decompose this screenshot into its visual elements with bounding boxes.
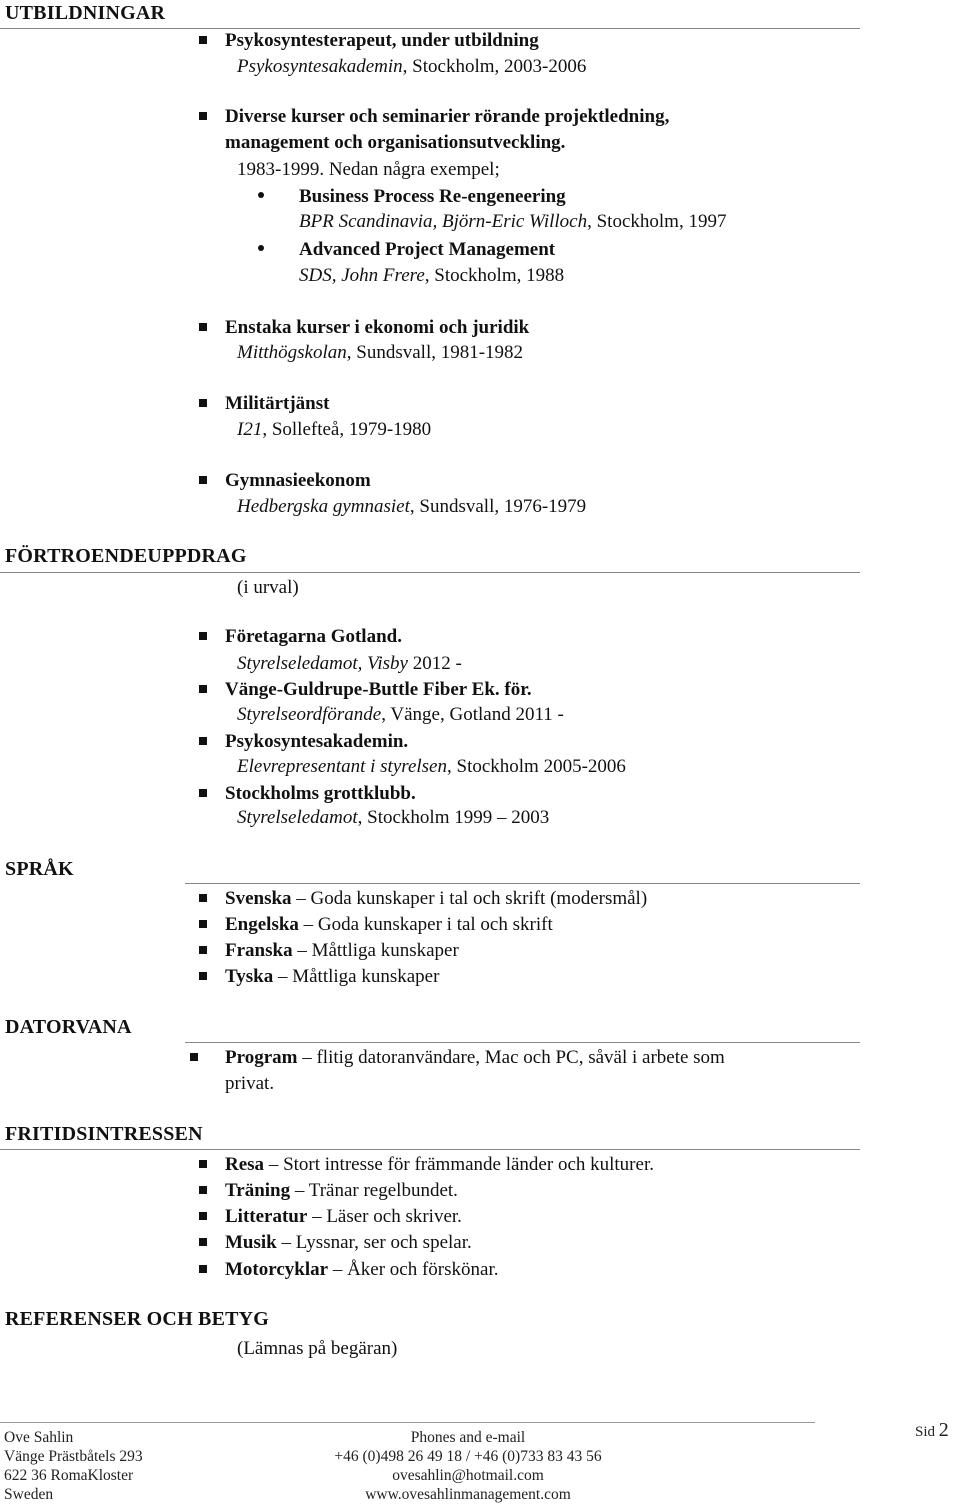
- language-level: – Goda kunskaper i tal och skrift: [298, 914, 553, 935]
- bullet-square-icon: [190, 1053, 198, 1061]
- assignment-details: [237, 806, 549, 830]
- bullet-square-icon: [199, 399, 207, 407]
- assignment-role: Styrelseledamot, Visby: [237, 653, 408, 674]
- hobby-item: [225, 1153, 654, 1177]
- hobby-name: Motorcyklar: [225, 1259, 329, 1280]
- page-label: Sid: [915, 1424, 936, 1440]
- bullet-square-icon: [199, 685, 207, 693]
- section-heading-fritidsintressen: FRITIDSINTRESSEN: [5, 1123, 203, 1145]
- hobby-desc: – Stort intresse för främmande länder och kulturer.: [264, 1154, 654, 1175]
- language-name: Tyska: [225, 966, 274, 987]
- footer-contact-label: Phones and e-mail: [410, 1429, 526, 1446]
- hobby-item: [225, 1205, 462, 1229]
- footer-divider: [0, 1422, 815, 1423]
- bullet-square-icon: [199, 36, 207, 44]
- section-divider: [0, 1149, 860, 1150]
- section-heading-utbildningar: UTBILDNINGAR: [5, 2, 166, 24]
- language-item: [225, 887, 647, 911]
- assignment-years: 2012 -: [407, 653, 462, 674]
- footer-contact: [288, 1428, 648, 1504]
- language-level: – Måttliga kunskaper: [273, 966, 440, 987]
- footer-website[interactable]: www.ovesahlinmanagement.com: [365, 1486, 571, 1503]
- section-heading-referenser: REFERENSER OCH BETYG: [5, 1308, 270, 1330]
- course-place-year: , Stockholm, 1997: [587, 211, 727, 232]
- hobby-desc: – Läser och skriver.: [307, 1206, 462, 1227]
- assignment-role: Styrelseordförande: [237, 704, 382, 725]
- education-title: Enstaka kurser i ekonomi och juridik: [225, 317, 530, 338]
- section-heading-sprak: SPRÅK: [5, 858, 74, 880]
- language-item: [225, 965, 439, 989]
- page-number: [915, 1421, 949, 1442]
- bullet-square-icon: [199, 476, 207, 484]
- section-divider: [185, 883, 860, 884]
- section-divider: [185, 1042, 860, 1043]
- course-details: [299, 264, 564, 288]
- assignment-title: Vänge-Guldrupe-Buttle Fiber Ek. för.: [225, 679, 532, 700]
- computer-skill-item: [225, 1046, 725, 1070]
- course-org: SDS, John Frere: [299, 265, 425, 286]
- language-item: [225, 913, 553, 937]
- education-org: Mitthögskolan: [237, 342, 347, 363]
- bullet-square-icon: [199, 972, 207, 980]
- footer-country: Sweden: [4, 1486, 54, 1503]
- education-org: Psykosyntesakademin: [237, 56, 403, 77]
- bullet-square-icon: [199, 1160, 207, 1168]
- section-heading-fortroendeuppdrag: FÖRTROENDEUPPDRAG: [5, 545, 247, 567]
- bullet-square-icon: [199, 1186, 207, 1194]
- bullet-square-icon: [199, 737, 207, 745]
- bullet-square-icon: [199, 632, 207, 640]
- course-place-year: , Stockholm, 1988: [424, 265, 565, 286]
- education-title: Gymnasieekonom: [225, 470, 371, 491]
- hobby-desc: – Åker och förskönar.: [328, 1259, 499, 1280]
- computer-skill-name: Program: [225, 1047, 298, 1068]
- course-title: Business Process Re-engeneering: [299, 186, 566, 207]
- education-details: [237, 55, 586, 79]
- education-place-years: , Sundsvall, 1981-1982: [346, 342, 524, 363]
- hobby-item: [225, 1179, 458, 1203]
- selection-note: (i urval): [237, 577, 299, 598]
- footer-address: [4, 1428, 143, 1504]
- hobby-item: [225, 1231, 472, 1255]
- bullet-dot-icon: [258, 192, 264, 198]
- assignment-place-years: , Vänge, Gotland 2011 -: [381, 704, 564, 725]
- education-org: Hedbergska gymnasiet: [237, 496, 410, 517]
- hobby-desc: – Tränar regelbundet.: [290, 1180, 458, 1201]
- education-title: Militärtjänst: [225, 393, 330, 414]
- section-heading-datorvana: DATORVANA: [5, 1016, 132, 1038]
- assignment-role: Elevrepresentant i styrelsen: [237, 756, 447, 777]
- footer-name: Ove Sahlin: [4, 1429, 74, 1446]
- education-years: 1983-1999. Nedan några exempel;: [237, 159, 500, 180]
- footer-phones: +46 (0)498 26 49 18 / +46 (0)733 83 43 56: [334, 1448, 602, 1465]
- education-details: [237, 341, 523, 365]
- assignment-details: [237, 652, 462, 676]
- language-level: – Goda kunskaper i tal och skrift (modersmål): [291, 888, 648, 909]
- education-title-continued: management och organisationsutveckling.: [225, 132, 566, 153]
- bullet-square-icon: [199, 946, 207, 954]
- language-name: Engelska: [225, 914, 299, 935]
- bullet-square-icon: [199, 323, 207, 331]
- language-name: Svenska: [225, 888, 292, 909]
- bullet-square-icon: [199, 789, 207, 797]
- computer-skill-desc: – flitig datoranvändare, Mac och PC, såväl i arbete som: [297, 1047, 725, 1068]
- section-divider: [0, 572, 860, 573]
- course-details: [299, 210, 726, 234]
- bullet-square-icon: [199, 894, 207, 902]
- education-title: Diverse kurser och seminarier rörande projektledning,: [225, 106, 670, 127]
- hobby-desc: – Lyssnar, ser och spelar.: [276, 1232, 472, 1253]
- assignment-title: Företagarna Gotland.: [225, 626, 402, 647]
- hobby-name: Resa: [225, 1154, 265, 1175]
- assignment-title: Psykosyntesakademin.: [225, 731, 409, 752]
- education-details: [237, 495, 586, 519]
- bullet-dot-icon: [258, 245, 264, 251]
- education-title: Psykosyntesterapeut, under utbildning: [225, 30, 539, 51]
- language-item: [225, 939, 459, 963]
- bullet-square-icon: [199, 1265, 207, 1273]
- assignment-details: [237, 703, 564, 727]
- assignment-place-years: , Stockholm 1999 – 2003: [357, 807, 550, 828]
- footer-email[interactable]: ovesahlin@hotmail.com: [392, 1467, 544, 1484]
- language-name: Franska: [225, 940, 293, 961]
- hobby-name: Litteratur: [225, 1206, 308, 1227]
- course-org: BPR Scandinavia, Björn-Eric Willoch: [299, 211, 588, 232]
- bullet-square-icon: [199, 1212, 207, 1220]
- language-level: – Måttliga kunskaper: [292, 940, 459, 961]
- education-org: I21: [237, 419, 263, 440]
- bullet-square-icon: [199, 920, 207, 928]
- computer-skill-desc-continued: privat.: [225, 1073, 275, 1094]
- footer-city: 622 36 RomaKloster: [4, 1467, 134, 1484]
- references-note: (Lämnas på begäran): [237, 1338, 398, 1359]
- hobby-item: [225, 1258, 499, 1282]
- footer-street: Vänge Prästbåtels 293: [4, 1448, 143, 1465]
- assignment-place-years: , Stockholm 2005-2006: [447, 756, 626, 777]
- assignment-title: Stockholms grottklubb.: [225, 783, 416, 804]
- hobby-name: Musik: [225, 1232, 277, 1253]
- hobby-name: Träning: [225, 1180, 291, 1201]
- education-place-years: , Sollefteå, 1979-1980: [262, 419, 432, 440]
- education-place-years: , Sundsvall, 1976-1979: [409, 496, 587, 517]
- bullet-square-icon: [199, 112, 207, 120]
- page-number-value: 2: [938, 1419, 949, 1441]
- bullet-square-icon: [199, 1238, 207, 1246]
- education-details: [237, 418, 431, 442]
- course-title: Advanced Project Management: [299, 239, 556, 260]
- education-place-years: , Stockholm, 2003-2006: [402, 56, 587, 77]
- assignment-role: Styrelseledamot: [237, 807, 358, 828]
- assignment-details: [237, 755, 626, 779]
